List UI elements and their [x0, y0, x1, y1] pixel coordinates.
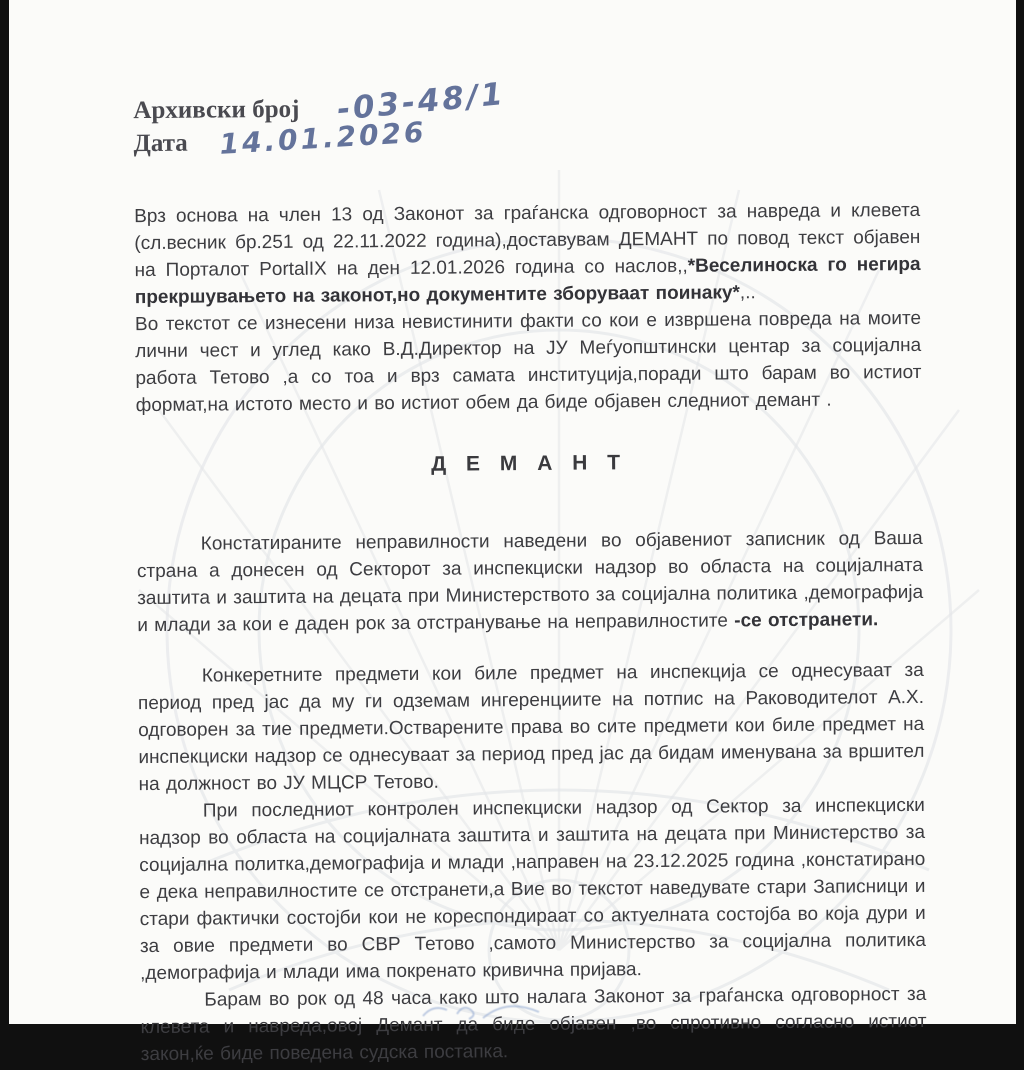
demand-text: Барам во рок од 48 часа како што налага Законот за граѓанска одговорност за клевета и навреда,овој Демант да биде објавен ,во спротивно согласно истиот закон,ќе биде поведена судска постапка.: [140, 983, 927, 1066]
paragraph-cases: [138, 657, 925, 798]
cited-article-title: *Веселиноска го негира прекршувањето на законот,но документите зборуваат поинаку*: [134, 253, 921, 309]
document-title: Д Е М А Н Т: [431, 451, 628, 476]
intro-claim-text: Во текстот се изнесени низа невистинити факти со кои е извршена повреда на моите лични чест и углед како В.Д.Директор на ЈУ Меѓуопштински центар за социјална работа Тетово ,а со тоа и врз самата институција,поради што барам во истиот формат,на истото место и во истиот обем да биде објавен следниот демант .: [134, 307, 922, 417]
cases-text: Конкеретните предмети кои биле предмет на инспекција се однесуваат за период пред јас да му ги одземам ингеренциите на потпис на Раководителот А.Х. одговорен за тие предмети.Остварените права во сите предмети кои биле предмет на инспекциски надзор се однесуваат за период пред јас да бидам именувана за вршител на должност во ЈУ МЦСР Тетово.: [137, 659, 925, 796]
archive-number-label: Архивски број: [133, 95, 300, 125]
document-content: [133, 75, 927, 1068]
left-black-border: [0, 0, 9, 1024]
intro-paragraph-legal-basis: [134, 197, 921, 311]
date-handwritten: 14.01.2026: [219, 115, 428, 161]
paragraph-demand-48h: [140, 981, 927, 1068]
intro-paragraph-claim: [135, 305, 922, 419]
intro-text-tail: ,..: [739, 282, 756, 304]
scanned-document-page: [9, 0, 1016, 1066]
last-inspection-text: При последниот контролен инспекциски надзор од Сектор за инспекциски надзор во областа на социјалната заштита и заштита на децата при Министерство за социјална политка,демографија и млади ,направен на 23.12.2025 година ,констатирано е дека неправилностите се отстранети,а Вие во текстот наведувате стари Записници и стари фактички состојби кои не кореспондираат со актуелната состојба во која дури и за овие предмети во СВР Тетово ,самото Министерство за социјална политика ,демографија и млади има покренато кривична пријава.: [138, 794, 926, 985]
intro-text: Врз основа на член 13 од Законот за граѓанска одговорност за навреда и клевета (сл.весник бр.251 од 22.11.2022 година),доставувам ДЕМАНТ по повод текст објавен на Порталот PortalIX на ден 12.01.2026 година со наслов,,: [134, 199, 921, 282]
findings-conclusion-bold: -се отстранети.: [734, 609, 879, 632]
date-line: [133, 115, 919, 161]
date-label: Дата: [133, 129, 188, 158]
paragraph-last-inspection: [139, 792, 926, 987]
findings-text: Констатираните неправилности наведени во објавениот записник од Ваша страна а донесен од Секторот за инспекциски надзор во областа на социјалната заштита и заштита на децата при Министерството за социјална политика ,демографија и млади за кои е даден рок за отстранување на неправилностите: [136, 527, 924, 637]
right-black-border: [1016, 0, 1024, 1024]
paragraph-findings: [137, 525, 924, 639]
archive-number-handwritten: -03-48/1: [335, 75, 508, 128]
